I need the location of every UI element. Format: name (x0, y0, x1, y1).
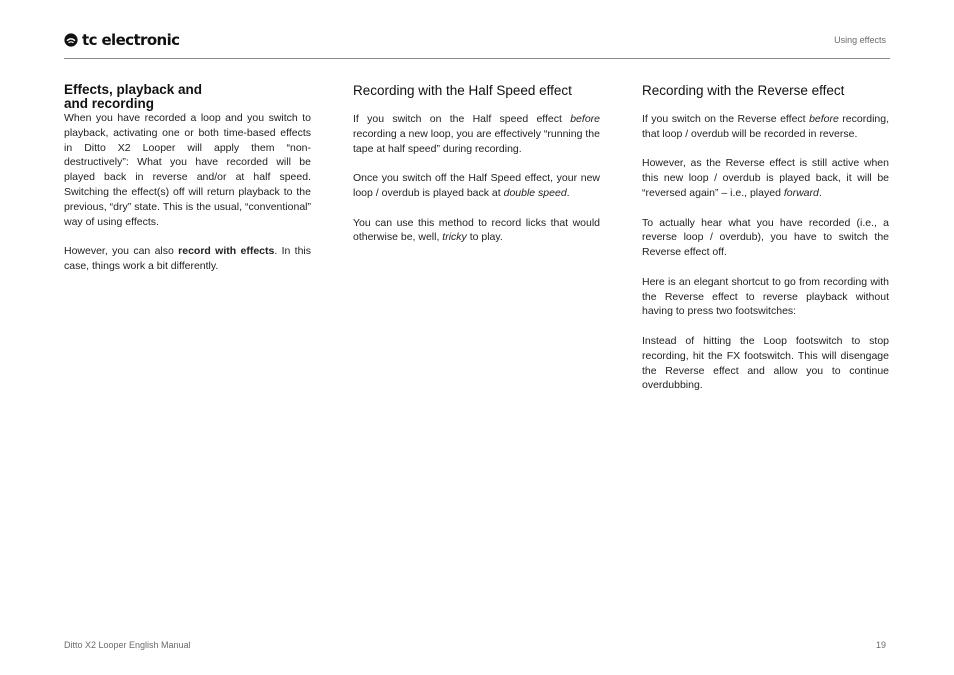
text-run: If you switch on the Half speed effect (353, 113, 571, 125)
column-reverse (642, 82, 889, 408)
text-run: . (818, 186, 822, 199)
paragraph (642, 156, 889, 200)
paragraph (353, 171, 600, 201)
text-run: Once you switch off the Half Speed effect, your new loop / overdub is played back at (353, 172, 600, 199)
text-run: recording, that loop / overdub will be recorded in reverse. (642, 113, 889, 140)
tc-electronic-logo-icon (64, 33, 78, 47)
column-half-speed (353, 82, 600, 260)
header-divider (64, 58, 890, 59)
text-run: . In this case, things work a bit differently. (64, 245, 311, 272)
italic-text: before (809, 113, 839, 125)
heading-effects-playback (64, 82, 311, 111)
paragraph (642, 112, 889, 142)
paragraph: Instead of hitting the Loop footswitch to stop recording, hit the FX footswitch. This will disengage the Reverse effect and allow you to continue overdubbing. (642, 334, 889, 392)
paragraph (64, 244, 311, 274)
italic-text: double speed (503, 186, 567, 199)
paragraph (353, 216, 600, 246)
paragraph (353, 112, 600, 156)
bold-text: record with effects (178, 245, 275, 258)
text-run: to play. (466, 231, 503, 244)
heading-line-1: Effects, playback and (64, 82, 203, 97)
column-effects-playback (64, 82, 311, 289)
heading-reverse: Recording with the Reverse effect (642, 83, 845, 98)
text-run: If you switch on the Reverse effect (642, 113, 810, 125)
text-run: However, you can also (64, 245, 179, 258)
brand-logo (64, 30, 179, 50)
italic-text: forward (783, 186, 819, 199)
heading-half-speed: Recording with the Half Speed effect (353, 83, 572, 98)
brand-name: tc electronic (82, 31, 180, 49)
footer-manual-title: Ditto X2 Looper English Manual (64, 640, 191, 650)
heading-line-2: and recording (64, 96, 155, 111)
paragraph: Here is an elegant shortcut to go from recording with the Reverse effect to reverse playback without having to press two footswitches: (642, 275, 889, 318)
paragraph: To actually hear what you have recorded (i.e., a reverse loop / overdub), you have to switch the Reverse effect off. (642, 216, 889, 259)
text-run: recording a new loop, you are effectively “running the tape at half speed” during recording. (353, 127, 600, 155)
text-run: You can use this method to record licks that would otherwise be, well, (353, 216, 600, 244)
text-run: However, as the Reverse effect is still active when this new loop / overdub is played back, it will be “reversed again” – i.e., played (642, 157, 889, 199)
italic-text: before (570, 113, 600, 125)
page-number: 19 (875, 640, 886, 650)
section-label: Using effects (834, 35, 886, 45)
italic-text: tricky (442, 231, 467, 244)
text-run: . (566, 186, 570, 199)
paragraph: When you have recorded a loop and you switch to playback, activating one or both time-based effects in Ditto X2 Looper will apply them “non-destructively”: What you have recorded will be played back in reverse and/or at half speed. Switching the effect(s) off will return playback to the previous, “dry” state. This is the usual, “conventional” way of using effects. (64, 112, 311, 228)
